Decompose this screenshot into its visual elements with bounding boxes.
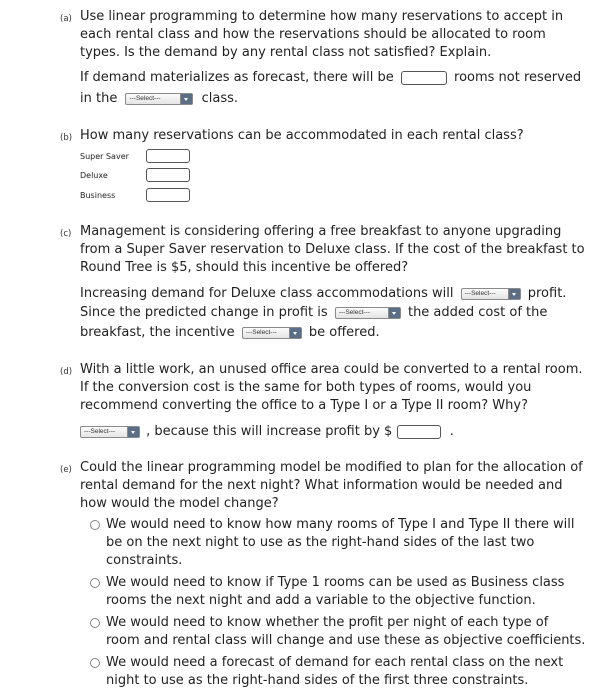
incentive-select-text: ---Select--- <box>245 328 277 336</box>
class-select[interactable] <box>125 93 193 105</box>
radio-button[interactable] <box>90 618 100 628</box>
business-label: Business <box>80 191 116 200</box>
part-c-line1-post: profit. <box>527 286 567 301</box>
part-a-answer-line-1 <box>80 69 581 87</box>
rooms-not-reserved-input[interactable] <box>401 71 447 85</box>
part-a-question: Use linear programming to determine how many reservations to accept in each rental class and how the reservations should be allocated to room types. Is the demand by any rental class not satisfied? Explain. <box>80 9 564 60</box>
option-2-text: We would need to know if Type 1 rooms can be used as Business class rooms the next night and add a variable to the objective function. <box>106 575 565 608</box>
part-b-question: How many reservations can be accommodated in each rental class? <box>80 128 524 143</box>
deluxe-input[interactable] <box>146 168 190 182</box>
chevron-down-icon <box>180 94 192 104</box>
comparison-select[interactable] <box>335 307 401 319</box>
part-c-answer-line-3 <box>80 324 380 342</box>
radio-button[interactable] <box>90 520 100 530</box>
part-d-question: With a little work, an unused office area could be converted to a rental room. If the conversion cost is the same for both types of rooms, would you recommend converting the office to a Type I or a Type II room? Why? <box>80 362 583 413</box>
option-3-text: We would need to know whether the profit per night of each type of room and rental class will change and use these as objective coefficients. <box>106 615 586 648</box>
class-select-text: ---Select--- <box>129 94 161 102</box>
part-a-line2-pre: in the <box>80 91 118 106</box>
deluxe-label: Deluxe <box>80 171 108 180</box>
profit-effect-select-text: ---Select--- <box>464 289 496 297</box>
part-c-line1-pre: Increasing demand for Deluxe class accommodations will <box>80 286 454 301</box>
room-type-select[interactable] <box>80 426 140 438</box>
profit-effect-select[interactable] <box>461 288 521 300</box>
part-a-letter: (a) <box>60 14 72 24</box>
chevron-down-icon <box>127 427 139 437</box>
part-c-letter: (c) <box>60 229 72 239</box>
part-a-line2-post: class. <box>201 91 239 106</box>
option-4-text: We would need a forecast of demand for each rental class on the next night to use as the right-hand sides of the first three constraints. <box>106 655 564 688</box>
profit-increase-input[interactable] <box>397 425 441 439</box>
part-c-answer-line-2 <box>80 304 547 322</box>
super-saver-label: Super Saver <box>80 152 129 161</box>
chevron-down-icon <box>508 289 520 299</box>
super-saver-input[interactable] <box>146 149 190 163</box>
part-c-answer-line-1 <box>80 285 566 303</box>
part-d-line1-mid: , because this will increase profit by $ <box>146 424 393 439</box>
part-b-letter: (b) <box>60 133 73 143</box>
part-d-answer-line <box>80 423 454 441</box>
part-a-line1-pre: If demand materializes as forecast, there will be <box>80 70 394 85</box>
part-e-letter: (e) <box>60 465 72 475</box>
part-c-line3-post: be offered. <box>308 325 380 340</box>
part-c-line2-post: the added cost of the <box>407 305 548 320</box>
chevron-down-icon <box>289 328 301 338</box>
business-input[interactable] <box>146 188 190 202</box>
room-type-select-text: ---Select--- <box>84 427 116 435</box>
radio-button[interactable] <box>90 658 100 668</box>
part-a-line1-post: rooms not reserved <box>454 70 582 85</box>
option-1-text: We would need to know how many rooms of Type I and Type II there will be on the next night to use as the right-hand sides of the last two constraints. <box>106 517 575 568</box>
comparison-select-text: ---Select--- <box>338 308 370 316</box>
part-a-answer-line-2 <box>80 90 238 108</box>
chevron-down-icon <box>388 308 400 318</box>
part-c-line2-pre: Since the predicted change in profit is <box>80 305 328 320</box>
part-e-question: Could the linear programming model be modified to plan for the allocation of rental demand for the next night? What information would be needed and how would the model change? <box>80 460 583 511</box>
radio-button[interactable] <box>90 578 100 588</box>
part-c-question: Management is considering offering a free breakfast to anyone upgrading from a Super Saver reservation to Deluxe class. If the cost of the breakfast to Round Tree is $5, should this incentive be offered? <box>80 224 585 275</box>
part-d-line1-end: . <box>449 424 454 439</box>
part-d-letter: (d) <box>60 367 73 377</box>
incentive-select[interactable] <box>242 327 302 339</box>
part-c-line3-pre: breakfast, the incentive <box>80 325 235 340</box>
